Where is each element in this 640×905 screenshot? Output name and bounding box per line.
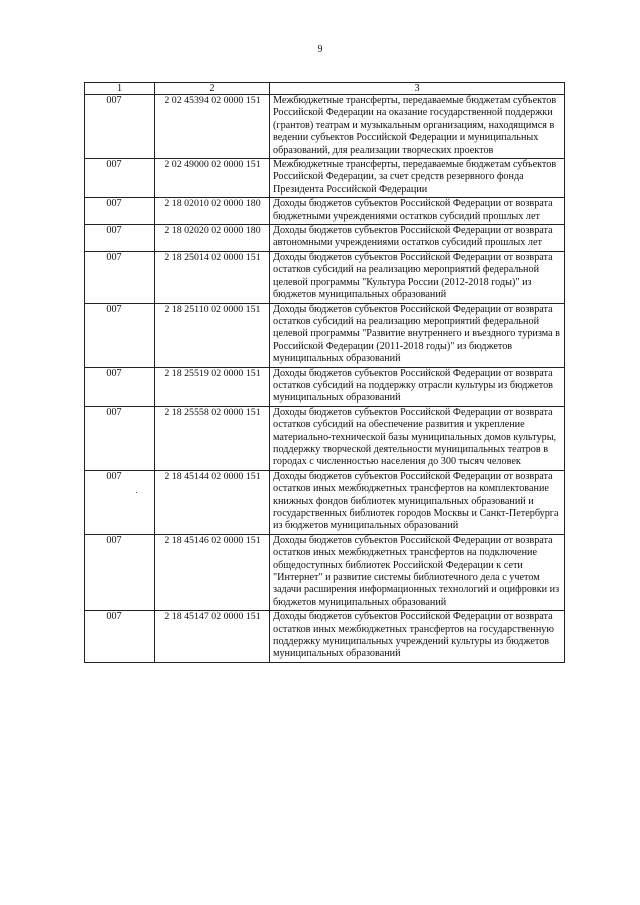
description-cell: Доходы бюджетов субъектов Российской Федерации от возврата остатков субсидий на обеспечение развития и укрепление материально-технической базы муниципальных домов культуры, поддержку творческой деятельности муниципальных театров в городах с численностью населения до 300 тысяч человек — [270, 406, 565, 470]
description-cell: Доходы бюджетов субъектов Российской Федерации от возврата остатков субсидий на реализацию мероприятий федеральной целевой программы "Культура России (2012-2018 годы)" из бюджетов муниципальных образований — [270, 251, 565, 303]
description-cell: Доходы бюджетов субъектов Российской Федерации от возврата остатков субсидий на поддержку отрасли культуры из бюджетов муниципальных образований — [270, 367, 565, 406]
description-cell: Межбюджетные трансферты, передаваемые бюджетам субъектов Российской Федерации на оказание государственной поддержки (грантов) театрам и музыкальным организациям, находящимся в ведении субъектов Российской Федерации и муниципальных образований, для реализации творческих проектов — [270, 95, 565, 159]
table-row — [85, 251, 565, 303]
admin-code-cell: 007 — [85, 470, 155, 534]
table-header-row — [85, 83, 565, 95]
budget-code-cell: 2 18 45144 02 0000 151 — [155, 470, 270, 534]
admin-code-cell: 007 — [85, 251, 155, 303]
admin-code-cell: 007 — [85, 611, 155, 663]
description-cell: Доходы бюджетов субъектов Российской Федерации от возврата автономными учреждениями остатков субсидий прошлых лет — [270, 225, 565, 252]
description-cell: Доходы бюджетов субъектов Российской Федерации от возврата остатков иных межбюджетных трансфертов на государственную поддержку муниципальных учреждений культуры из бюджетов муниципальных образований — [270, 611, 565, 663]
table-row — [85, 534, 565, 610]
table-row — [85, 159, 565, 198]
admin-code-cell: 007 — [85, 159, 155, 198]
description-cell: Межбюджетные трансферты, передаваемые бюджетам субъектов Российской Федерации, за счет средств резервного фонда Президента Российской Федерации — [270, 159, 565, 198]
scan-speck — [136, 492, 137, 493]
revenue-codes-table — [84, 82, 565, 663]
table-row — [85, 198, 565, 225]
admin-code-cell: 007 — [85, 367, 155, 406]
description-cell: Доходы бюджетов субъектов Российской Федерации от возврата остатков субсидий на реализацию мероприятий федеральной целевой программы "Развитие внутреннего и въездного туризма в Российской Федерации (2011-2018 годы)" из бюджетов муниципальных образований — [270, 303, 565, 367]
budget-code-cell: 2 18 25519 02 0000 151 — [155, 367, 270, 406]
page-number: 9 — [317, 44, 323, 55]
header-col-2: 2 — [155, 83, 270, 95]
description-cell: Доходы бюджетов субъектов Российской Федерации от возврата остатков иных межбюджетных трансфертов на подключение общедоступных библиотек Российской Федерации к сети "Интернет" и развитие системы библиотечного дела с учетом задачи расширения информационных технологий и оцифровки из бюджетов муниципальных образований — [270, 534, 565, 610]
header-col-1: 1 — [85, 83, 155, 95]
description-cell: Доходы бюджетов субъектов Российской Федерации от возврата бюджетными учреждениями остатков субсидий прошлых лет — [270, 198, 565, 225]
budget-code-cell: 2 18 02010 02 0000 180 — [155, 198, 270, 225]
admin-code-cell: 007 — [85, 225, 155, 252]
table-row — [85, 303, 565, 367]
budget-code-cell: 2 18 45146 02 0000 151 — [155, 534, 270, 610]
budget-code-cell: 2 18 45147 02 0000 151 — [155, 611, 270, 663]
admin-code-cell: 007 — [85, 95, 155, 159]
budget-code-cell: 2 18 25558 02 0000 151 — [155, 406, 270, 470]
table-row — [85, 611, 565, 663]
table-row — [85, 225, 565, 252]
table-row — [85, 406, 565, 470]
admin-code-cell: 007 — [85, 534, 155, 610]
budget-code-cell: 2 02 49000 02 0000 151 — [155, 159, 270, 198]
budget-code-cell: 2 18 25110 02 0000 151 — [155, 303, 270, 367]
budget-code-cell: 2 02 45394 02 0000 151 — [155, 95, 270, 159]
admin-code-cell: 007 — [85, 198, 155, 225]
description-cell: Доходы бюджетов субъектов Российской Федерации от возврата остатков иных межбюджетных трансфертов на комплектование книжных фондов библиотек муниципальных образований и государственных библиотек городов Москвы и Санкт-Петербурга из бюджетов муниципальных образований — [270, 470, 565, 534]
table-row — [85, 95, 565, 159]
budget-code-cell: 2 18 02020 02 0000 180 — [155, 225, 270, 252]
budget-code-cell: 2 18 25014 02 0000 151 — [155, 251, 270, 303]
admin-code-cell: 007 — [85, 406, 155, 470]
header-col-3: 3 — [270, 83, 565, 95]
table-row — [85, 367, 565, 406]
admin-code-cell: 007 — [85, 303, 155, 367]
table-row — [85, 470, 565, 534]
